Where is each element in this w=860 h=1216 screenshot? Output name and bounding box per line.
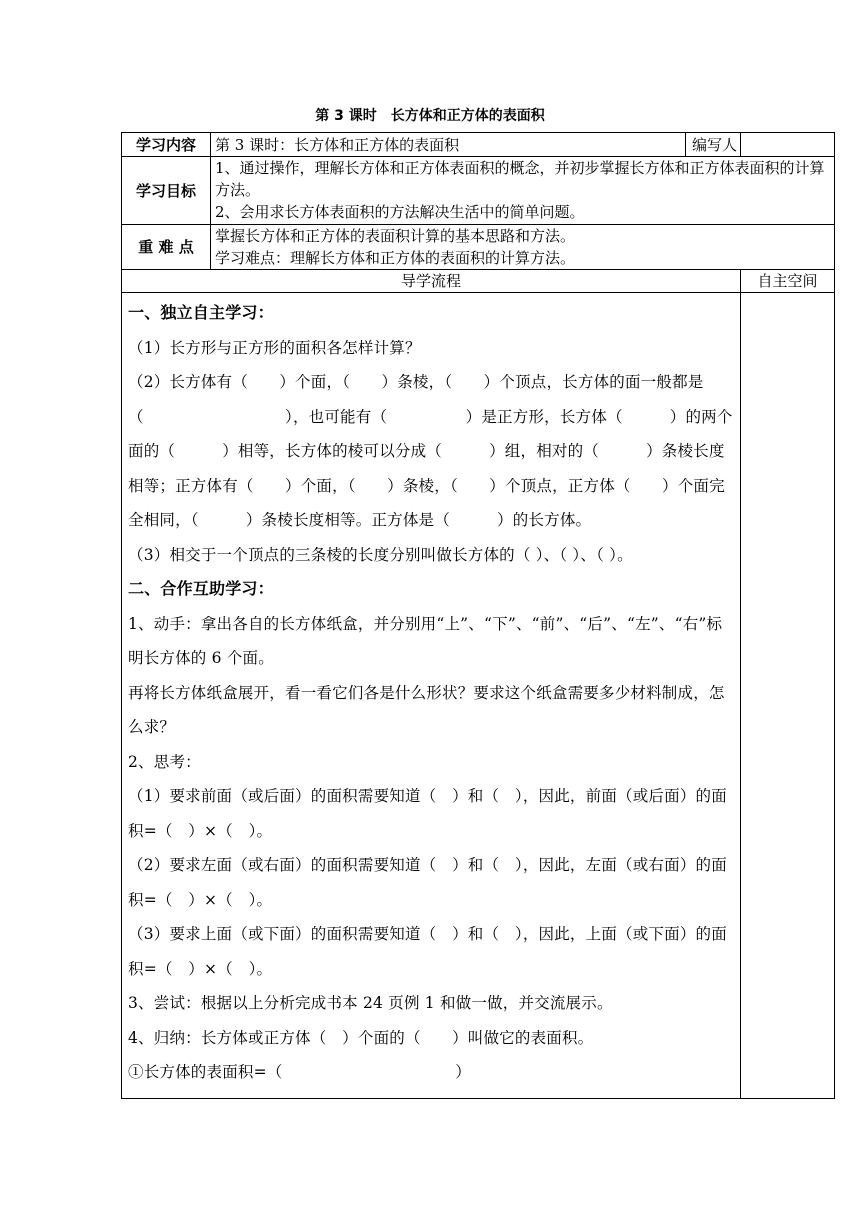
- document-title: 第 3 课时 长方体和正方体的表面积: [315, 108, 545, 124]
- label-learning-content: 学习内容: [122, 133, 211, 157]
- label-learning-objectives: 学习目标: [122, 157, 211, 225]
- flow-paragraph: ①长方体的表面积=（ ）: [128, 1063, 471, 1081]
- section-heading: 一、独立自主学习：: [128, 303, 274, 322]
- learning-objectives: [211, 157, 835, 225]
- label-author: 编写人: [686, 133, 741, 157]
- flow-paragraph: 4、归纳：长方体或正方体（ ）个面的（ ）叫做它的表面积。: [128, 1028, 594, 1047]
- study-plan-table: [121, 132, 835, 1099]
- flow-paragraph: （1）长方形与正方形的面积各怎样计算？: [128, 338, 421, 357]
- flow-paragraph: （1）要求前面（或后面）的面积需要知道（ ）和（ ），因此，前面（或后面）的面积=（ ）×（ ）。: [128, 787, 727, 840]
- author-value: [741, 133, 835, 157]
- flow-paragraph: 1、动手：拿出各自的长方体纸盒，并分别用“上”、“下”、“前”、“后”、“左”、“右”标明长方体的 6 个面。: [128, 614, 723, 667]
- flow-paragraph: （2）要求左面（或右面）的面积需要知道（ ）和（ ），因此，左面（或右面）的面积=（ ）×（ ）。: [128, 856, 727, 909]
- flow-paragraph: 2、思考：: [128, 752, 201, 771]
- section-heading: 二、合作互助学习：: [128, 579, 274, 598]
- flow-paragraph: 3、尝试：根据以上分析完成书本 24 页例 1 和做一做，并交流展示。: [128, 994, 613, 1012]
- self-space-cell: [741, 293, 835, 1099]
- label-key-difficulty: 重 难 点: [122, 225, 211, 270]
- key-difficulty: [211, 225, 835, 270]
- flow-paragraph: （3）相交于一个顶点的三条棱的长度分别叫做长方体的（ ）、（ ）、（ ）。: [128, 545, 633, 564]
- guided-flow-content: [122, 293, 741, 1099]
- objective-1: 1、通过操作，理解长方体和正方体表面积的概念，并初步掌握长方体和正方体表面积的计算方法。: [215, 159, 825, 199]
- key-point: 掌握长方体和正方体的表面积计算的基本思路和方法。: [215, 227, 576, 245]
- objective-2: 2、会用求长方体表面积的方法解决生活中的简单问题。: [215, 203, 585, 221]
- learning-content-value: 第 3 课时：长方体和正方体的表面积: [211, 133, 686, 157]
- flow-paragraph: （2）长方体有（ ）个面，（ ）条棱，（ ）个顶点，长方体的面一般都是（ ），也可能有（ ）是正方形，长方体（ ）的两个面的（ ）相等，长方体的棱可以分成（ ）组，相对的（ ）条棱长度相等；正方体有（ ）个面，（ ）条棱，（ ）个顶点，正方体（ ）个面完全相同，（ ）条棱长度相等。正方体是（ ）的长方体。: [128, 373, 733, 529]
- self-space-header: 自主空间: [741, 270, 835, 293]
- flow-header: 导学流程: [122, 270, 741, 293]
- flow-paragraph: 再将长方体纸盒展开，看一看它们各是什么形状？要求这个纸盒需要多少材料制成，怎么求？: [128, 683, 725, 736]
- difficult-point: 学习难点：理解长方体和正方体的表面积的计算方法。: [215, 249, 576, 267]
- flow-paragraph: （3）要求上面（或下面）的面积需要知道（ ）和（ ），因此，上面（或下面）的面积=（ ）×（ ）。: [128, 925, 727, 978]
